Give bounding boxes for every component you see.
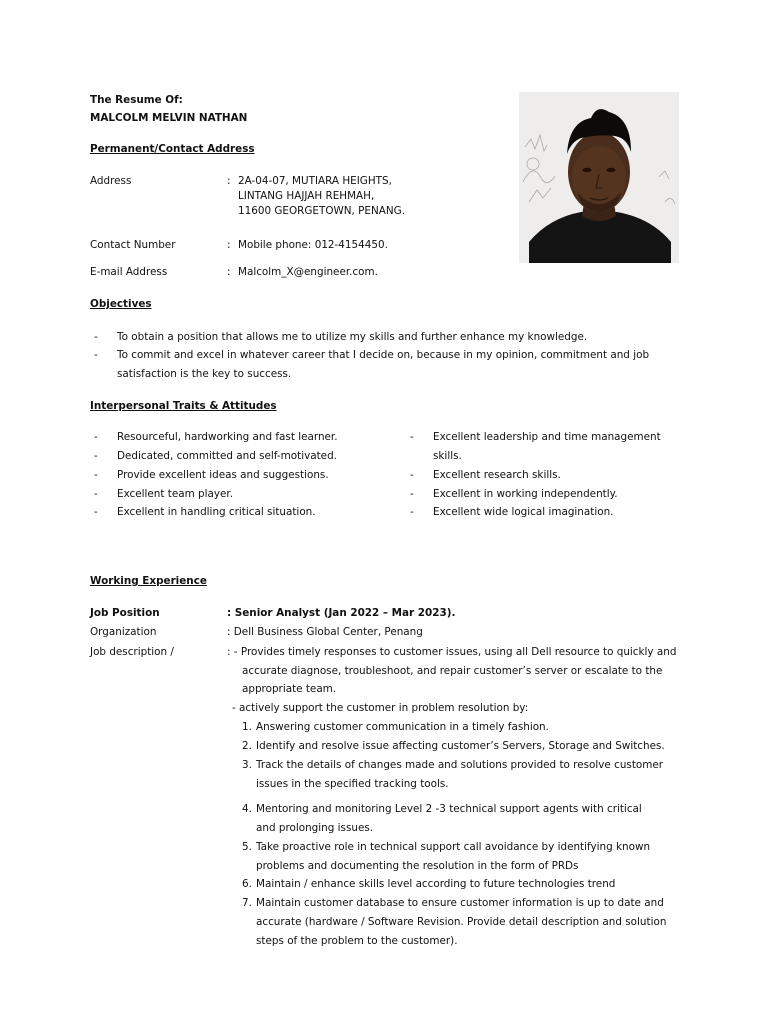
trait-bullet: - bbox=[410, 431, 414, 443]
trait-bullet: - bbox=[94, 450, 98, 462]
list-item: Maintain customer database to ensure customer information is up to date and bbox=[256, 897, 664, 909]
email-label: E-mail Address bbox=[90, 266, 168, 278]
list-number: 2. bbox=[242, 740, 252, 752]
trait-right-3: Excellent in working independently. bbox=[433, 488, 618, 500]
list-item: Answering customer communication in a timely fashion. bbox=[256, 721, 549, 733]
trait-bullet: - bbox=[94, 488, 98, 500]
support-line: - actively support the customer in problem resolution by: bbox=[232, 702, 529, 714]
trait-bullet: - bbox=[94, 506, 98, 518]
list-item: Track the details of changes made and solutions provided to resolve customer bbox=[256, 759, 664, 771]
list-item-cont: and prolonging issues. bbox=[256, 822, 374, 834]
trait-bullet: - bbox=[94, 431, 98, 443]
list-number: 6. bbox=[242, 878, 252, 890]
list-number: 4. bbox=[242, 803, 252, 815]
list-item: Identify and resolve issue affecting customer’s Servers, Storage and Switches. bbox=[256, 740, 665, 752]
position-label: Job Position bbox=[90, 607, 160, 619]
list-item: Maintain / enhance skills level according to future technologies trend bbox=[256, 878, 616, 890]
objective-item-1: To obtain a position that allows me to utilize my skills and further enhance my knowledge. bbox=[117, 331, 588, 343]
trait-bullet: - bbox=[410, 469, 414, 481]
objectives-title: Objectives bbox=[90, 298, 152, 310]
contact-label: Contact Number bbox=[90, 239, 176, 251]
objective-item-2: To commit and excel in whatever career that I decide on, because in my opinion, commitment and job bbox=[117, 349, 650, 361]
trait-left-1: Resourceful, hardworking and fast learner. bbox=[117, 431, 338, 443]
trait-right-1: Excellent leadership and time management bbox=[433, 431, 661, 443]
list-item: Mentoring and monitoring Level 2 -3 technical support agents with critical bbox=[256, 803, 642, 815]
profile-photo bbox=[519, 92, 679, 263]
objective-bullet: - bbox=[94, 349, 98, 361]
organization-label: Organization bbox=[90, 626, 157, 638]
address-line-1: 2A-04-07, MUTIARA HEIGHTS, bbox=[238, 175, 392, 187]
list-number: 7. bbox=[242, 897, 252, 909]
email-value: Malcolm_X@engineer.com. bbox=[238, 266, 378, 278]
job-description-line-1: : - Provides timely responses to customer issues, using all Dell resource to quickly and bbox=[227, 646, 677, 658]
trait-bullet: - bbox=[94, 469, 98, 481]
trait-left-2: Dedicated, committed and self-motivated. bbox=[117, 450, 337, 462]
trait-bullet: - bbox=[410, 488, 414, 500]
address-line-3: 11600 GEORGETOWN, PENANG. bbox=[238, 205, 406, 217]
job-description-line-3: appropriate team. bbox=[242, 683, 337, 695]
position-value: : Senior Analyst (Jan 2022 – Mar 2023). bbox=[227, 607, 456, 619]
resume-label: The Resume Of: bbox=[90, 94, 183, 106]
trait-right-2: Excellent research skills. bbox=[433, 469, 561, 481]
list-number: 1. bbox=[242, 721, 252, 733]
address-label: Address bbox=[90, 175, 132, 187]
objective-bullet: - bbox=[94, 331, 98, 343]
trait-right-4: Excellent wide logical imagination. bbox=[433, 506, 614, 518]
contact-colon: : bbox=[227, 239, 231, 251]
trait-bullet: - bbox=[410, 506, 414, 518]
trait-left-5: Excellent in handling critical situation. bbox=[117, 506, 316, 518]
list-item-cont: accurate (hardware / Software Revision. Provide detail description and solution bbox=[256, 916, 667, 928]
trait-right-1-cont: skills. bbox=[433, 450, 462, 462]
experience-title: Working Experience bbox=[90, 575, 207, 587]
candidate-name: MALCOLM MELVIN NATHAN bbox=[90, 112, 248, 124]
list-number: 5. bbox=[242, 841, 252, 853]
address-line-2: LINTANG HAJJAH REHMAH, bbox=[238, 190, 375, 202]
list-number: 3. bbox=[242, 759, 252, 771]
traits-title: Interpersonal Traits & Attitudes bbox=[90, 400, 277, 412]
objective-item-2-cont: satisfaction is the key to success. bbox=[117, 368, 292, 380]
trait-left-4: Excellent team player. bbox=[117, 488, 234, 500]
list-item-cont: steps of the problem to the customer). bbox=[256, 935, 458, 947]
portrait-image bbox=[519, 92, 679, 263]
trait-left-3: Provide excellent ideas and suggestions. bbox=[117, 469, 329, 481]
list-item: Take proactive role in technical support call avoidance by identifying known bbox=[256, 841, 651, 853]
contact-value: Mobile phone: 012-4154450. bbox=[238, 239, 388, 251]
address-colon: : bbox=[227, 175, 231, 187]
job-description-label: Job description / bbox=[90, 646, 174, 658]
list-item-cont: problems and documenting the resolution in the form of PRDs bbox=[256, 860, 579, 872]
address-section-title: Permanent/Contact Address bbox=[90, 143, 255, 155]
organization-value: : Dell Business Global Center, Penang bbox=[227, 626, 423, 638]
email-colon: : bbox=[227, 266, 231, 278]
list-item-cont: issues in the specified tracking tools. bbox=[256, 778, 449, 790]
job-description-line-2: accurate diagnose, troubleshoot, and repair customer’s server or escalate to the bbox=[242, 665, 663, 677]
